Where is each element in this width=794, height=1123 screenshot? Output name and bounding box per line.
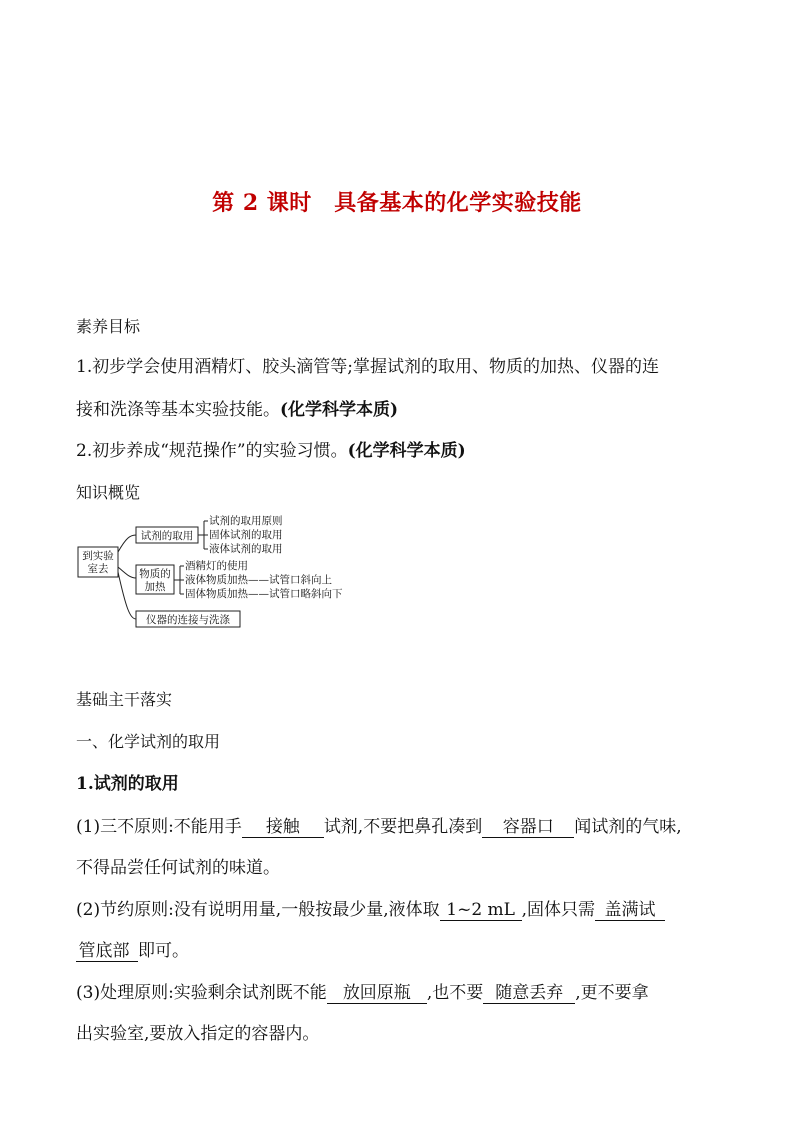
map-branch-1-label: 试剂的取用 <box>140 530 194 542</box>
goal-2-text: 2.初步养成“规范操作”的实验习惯。 <box>76 441 348 461</box>
knowledge-map <box>76 512 396 634</box>
goal-2-line <box>76 439 718 463</box>
map-root-line-1: 到实验 <box>82 550 114 562</box>
p1-text-a: (1)三不原则:不能用手 <box>76 817 242 837</box>
p1-text-c: 闻试剂的气味, <box>574 817 682 837</box>
map-branch-2-item: 固体物质加热——试管口略斜向下 <box>185 588 343 600</box>
goal-1-tag: (化学科学本质) <box>280 400 399 420</box>
map-branch-2-line-1: 物质的 <box>139 568 171 580</box>
p3-text-a: (3)处理原则:实验剩余试剂既不能 <box>76 983 327 1003</box>
map-branch-2-bracket <box>174 566 184 594</box>
paragraph-1-line-2: 不得品尝任何试剂的味道。 <box>76 858 280 878</box>
map-link-3 <box>118 572 136 619</box>
goal-1-line-1: 1.初步学会使用酒精灯、胶头滴管等;掌握试剂的取用、物质的加热、仪器的连 <box>76 357 659 377</box>
map-link-1 <box>118 535 136 552</box>
answer-blank: 接触 <box>242 817 324 838</box>
map-branch-1-item: 固体试剂的取用 <box>209 529 283 541</box>
page-title: 第 2 课时 具备基本的化学实验技能 <box>212 190 582 216</box>
paragraph-3-line-1 <box>76 981 718 1005</box>
goal-2-tag: (化学科学本质) <box>347 441 466 461</box>
basics-heading: 基础主干落实 <box>76 690 173 709</box>
map-branch-2-item: 液体物质加热——试管口斜向上 <box>185 574 332 586</box>
goal-1-line-2 <box>76 398 718 422</box>
map-branch-2-item: 酒精灯的使用 <box>185 560 248 572</box>
answer-blank: 盖满试 <box>595 900 665 921</box>
map-link-2 <box>118 567 136 578</box>
p3-text-b: ,也不要 <box>426 983 484 1003</box>
overview-heading: 知识概览 <box>76 483 141 502</box>
p1-text-b: 试剂,不要把鼻孔凑到 <box>323 817 483 837</box>
map-branch-2-line-2: 加热 <box>144 581 166 593</box>
paragraph-1-line-1 <box>76 815 718 839</box>
goals-heading: 素养目标 <box>76 317 141 336</box>
p2-text-c: 即可。 <box>138 941 189 961</box>
section-1-heading: 一、化学试剂的取用 <box>76 732 221 751</box>
paragraph-2-line-1 <box>76 898 718 922</box>
p2-text-b: ,固体只需 <box>521 900 596 920</box>
p2-text-a: (2)节约原则:没有说明用量,一般按最少量,液体取 <box>76 900 440 920</box>
paragraph-2-line-2 <box>76 939 718 963</box>
p3-text-c: ,更不要拿 <box>575 983 649 1003</box>
map-root-line-2: 室去 <box>87 563 109 575</box>
paragraph-3-line-2: 出实验室,要放入指定的容器内。 <box>76 1024 320 1044</box>
answer-blank: 放回原瓶 <box>327 983 427 1004</box>
goal-1-text: 接和洗涤等基本实验技能。 <box>76 400 280 420</box>
answer-blank: 随意丢弃 <box>483 983 575 1004</box>
map-branch-3-label: 仪器的连接与洗涤 <box>146 614 230 626</box>
answer-blank: 容器口 <box>482 817 574 838</box>
answer-blank: 管底部 <box>76 941 138 962</box>
map-branch-1-item: 试剂的取用原则 <box>209 515 283 527</box>
subsection-1-heading: 1.试剂的取用 <box>76 774 179 794</box>
answer-blank: 1~2 mL <box>440 900 522 921</box>
map-branch-1-item: 液体试剂的取用 <box>209 543 283 555</box>
map-branch-1-bracket <box>198 521 208 549</box>
